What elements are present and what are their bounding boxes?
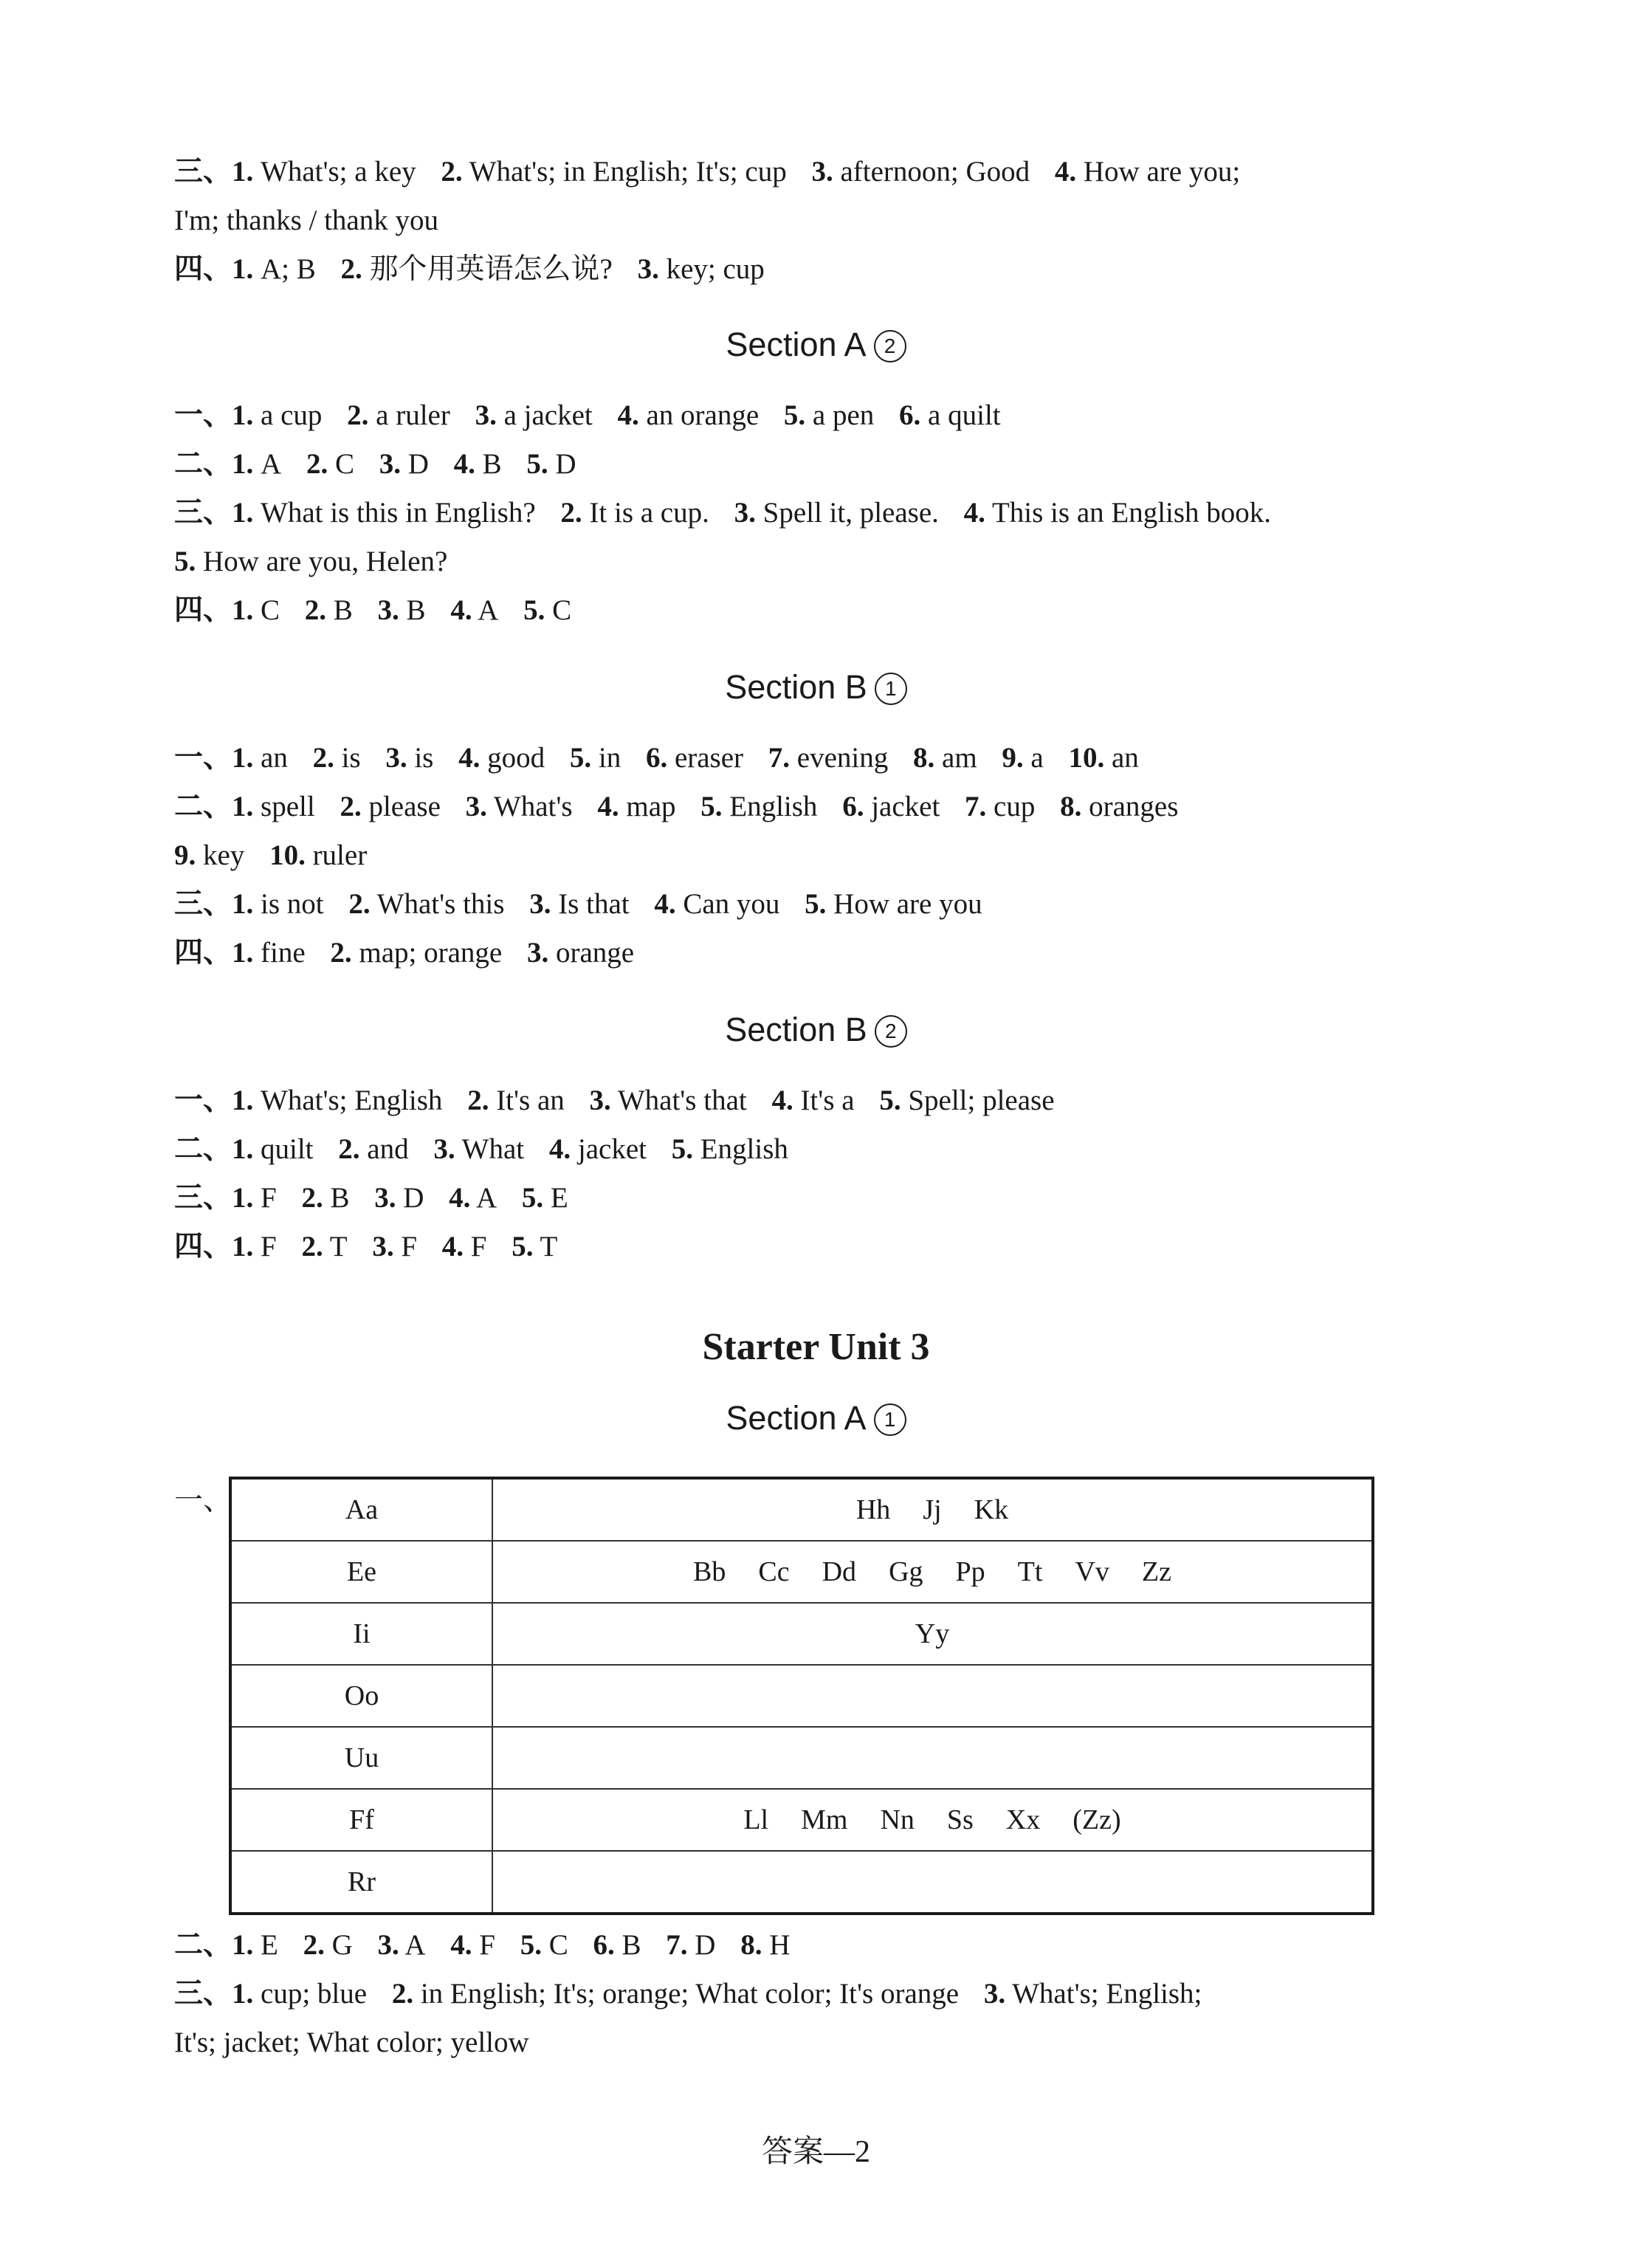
item-number: 三、1.: [174, 888, 254, 920]
letter: Hh: [855, 1494, 891, 1525]
answer-text: a quilt: [920, 399, 1001, 431]
item-number: 9.: [174, 839, 196, 871]
answer-text: What's; English;: [1005, 1978, 1202, 2010]
item-number: 5.: [523, 594, 545, 626]
answer-text: A; B: [253, 253, 316, 285]
section-heading: Section B 1: [0, 662, 1632, 713]
letter: Vv: [1075, 1556, 1109, 1587]
answer-text: How are you, Helen?: [196, 546, 448, 577]
answer-text: T: [323, 1231, 348, 1262]
answer-text: orange: [548, 937, 635, 969]
item-number: 5.: [521, 1182, 544, 1214]
answer-text: E: [543, 1182, 568, 1214]
letter: Pp: [955, 1556, 985, 1587]
answer-text: good: [480, 742, 545, 774]
table-row: [230, 1727, 1373, 1789]
item-number: 二、1.: [174, 791, 254, 822]
item-number: 7.: [768, 742, 791, 774]
vowel-cell: Oo: [230, 1665, 492, 1727]
answer-line: [174, 1174, 1473, 1223]
item-number: 5.: [174, 546, 196, 577]
letter: Jj: [923, 1494, 942, 1525]
answer-text: an: [1104, 742, 1139, 774]
letter: Nn: [880, 1804, 915, 1835]
answer-text: Is that: [551, 888, 630, 920]
answer-text: fine: [253, 937, 306, 969]
answer-text: A: [399, 1929, 426, 1961]
answer-text: It's an: [489, 1085, 565, 1116]
letter: Ss: [946, 1804, 974, 1835]
answer-text: How are you: [826, 888, 982, 920]
answer-text: Can you: [675, 888, 780, 920]
answer-text: Spell it, please.: [755, 497, 939, 529]
item-number: 4.: [548, 1133, 571, 1165]
item-number: 2.: [312, 742, 334, 774]
answer-text: E: [253, 1929, 278, 1961]
letter: Cc: [758, 1556, 790, 1587]
item-number: 5.: [805, 888, 827, 920]
vowel-cell: Ff: [230, 1789, 492, 1851]
answer-text: a cup: [253, 399, 323, 431]
answer-line: [174, 1970, 1473, 2018]
page-footer: 答案—2: [761, 2135, 870, 2169]
item-number: 3.: [465, 791, 487, 822]
item-number: 5.: [879, 1085, 901, 1116]
answer-text: a: [1023, 742, 1044, 774]
answer-text: B: [399, 594, 426, 626]
letter: Tt: [1017, 1556, 1043, 1587]
answer-text: please: [361, 791, 441, 822]
answer-text: afternoon; Good: [833, 156, 1030, 188]
answer-text: B: [326, 594, 353, 626]
item-number: 4.: [617, 399, 639, 431]
item-number: 三、1.: [174, 1978, 254, 2010]
answer-text: an: [253, 742, 288, 774]
answer-text: G: [324, 1929, 353, 1961]
answer-line: [174, 1921, 1473, 1970]
answer-text: eraser: [667, 742, 744, 774]
item-number: 6.: [645, 742, 668, 774]
item-number: 3.: [433, 1133, 455, 1165]
table-row: [230, 1478, 1373, 1541]
answer-text: T: [533, 1231, 558, 1262]
answer-text: ruler: [305, 839, 368, 871]
table-row: [230, 1851, 1373, 1914]
answer-text: How are you;: [1076, 156, 1241, 188]
item-number: 3.: [589, 1085, 611, 1116]
answer-text: F: [253, 1231, 277, 1262]
answer-text: evening: [790, 742, 889, 774]
answer-text: is: [334, 742, 361, 774]
item-number: 4.: [963, 497, 985, 529]
item-number: 3.: [734, 497, 756, 529]
answer-text: What is this in English?: [253, 497, 536, 529]
answer-text: a pen: [805, 399, 875, 431]
item-number: 8.: [1060, 791, 1082, 822]
answer-text: is not: [253, 888, 324, 920]
answer-line: [174, 537, 1473, 586]
answer-text: A: [470, 1182, 497, 1214]
answer-text: F: [464, 1231, 487, 1262]
answer-text: What's this: [370, 888, 505, 920]
table-row: [230, 1665, 1373, 1727]
item-number: 2.: [303, 1929, 325, 1961]
letter: Xx: [1005, 1804, 1041, 1835]
item-number: 3.: [377, 594, 399, 626]
answer-text: key; cup: [658, 253, 765, 285]
letters-cell: [492, 1789, 1373, 1851]
letters-cell: [492, 1665, 1373, 1727]
item-number: 4.: [450, 1929, 472, 1961]
answer-text: C: [545, 594, 572, 626]
vowel-cell: Aa: [230, 1478, 492, 1541]
answer-text: This is an English book.: [985, 497, 1272, 529]
item-number: 6.: [593, 1929, 615, 1961]
item-number: 2.: [340, 791, 362, 822]
item-number: 4.: [1054, 156, 1077, 188]
item-number: 4.: [458, 742, 481, 774]
letters-cell: [492, 1727, 1373, 1789]
section-heading: Section A 1: [0, 1392, 1632, 1444]
item-number: 2.: [347, 399, 369, 431]
answer-line: [174, 880, 1473, 929]
item-number: 一、1.: [174, 1085, 254, 1116]
letter: Bb: [693, 1556, 726, 1587]
answer-line: [174, 245, 1473, 294]
answer-text: is: [407, 742, 434, 774]
answer-text: D: [400, 448, 429, 480]
item-number: 3.: [372, 1231, 394, 1262]
letters-cell: [492, 1851, 1373, 1914]
answer-text: C: [253, 594, 280, 626]
item-number: 二、1.: [174, 1133, 254, 1165]
question-number: 一、: [174, 1485, 233, 1516]
answer-text: What's; English: [253, 1085, 443, 1116]
vowel-cell: Uu: [230, 1727, 492, 1789]
unit-title: Starter Unit 3: [702, 1326, 930, 1368]
letter: Yy: [915, 1618, 950, 1649]
answer-text: a jacket: [496, 399, 593, 431]
item-number: 2.: [340, 253, 362, 285]
section-heading: Section B 2: [0, 1004, 1632, 1056]
item-number: 三、1.: [174, 156, 254, 188]
table-row: [230, 1789, 1373, 1851]
item-number: 3.: [637, 253, 659, 285]
item-number: 3.: [385, 742, 407, 774]
item-number: 4.: [771, 1085, 793, 1116]
item-number: 三、1.: [174, 497, 254, 529]
item-number: 5.: [783, 399, 806, 431]
answer-text: a ruler: [368, 399, 450, 431]
answer-text: F: [253, 1182, 277, 1214]
answer-text: H: [762, 1929, 791, 1961]
answer-line: [174, 1223, 1473, 1271]
item-number: 2.: [467, 1085, 489, 1116]
answer-text: jacket: [864, 791, 940, 822]
item-number: 4.: [450, 594, 472, 626]
item-number: 3.: [377, 1929, 399, 1961]
item-number: 3.: [374, 1182, 396, 1214]
answer-text: Spell; please: [901, 1085, 1055, 1116]
item-number: 4.: [441, 1231, 464, 1262]
answer-line: I'm; thanks / thank you: [174, 205, 438, 236]
letters-cell: [492, 1603, 1373, 1665]
answer-text: an orange: [638, 399, 760, 431]
item-number: 4.: [453, 448, 475, 480]
answer-text: map: [619, 791, 676, 822]
answer-text: oranges: [1081, 791, 1179, 822]
item-number: 一、1.: [174, 742, 254, 774]
item-number: 4.: [597, 791, 619, 822]
letter: Dd: [822, 1556, 857, 1587]
letter: Kk: [974, 1494, 1009, 1525]
item-number: 5.: [700, 791, 723, 822]
letter: Gg: [889, 1556, 923, 1587]
answer-line: [174, 1125, 1473, 1174]
item-number: 二、1.: [174, 448, 254, 480]
item-number: 2.: [301, 1231, 323, 1262]
vowel-letter-table: [229, 1477, 1374, 1915]
answer-text: 那个用英语怎么说?: [362, 253, 613, 285]
answer-text: What's; in English; It's; cup: [462, 156, 787, 188]
section-heading: Section A 2: [0, 319, 1632, 371]
answer-text: What's; a key: [253, 156, 416, 188]
letters-cell: [492, 1478, 1373, 1541]
answer-text: It's a: [793, 1085, 855, 1116]
answer-text: A: [472, 594, 499, 626]
item-number: 2.: [304, 594, 327, 626]
answer-line: [174, 929, 1473, 977]
answer-text: D: [548, 448, 576, 480]
vowel-cell: Ee: [230, 1541, 492, 1603]
item-number: 4.: [449, 1182, 471, 1214]
answer-text: B: [475, 448, 502, 480]
table-row: [230, 1603, 1373, 1665]
answer-text: am: [934, 742, 977, 774]
answer-line: [174, 586, 1473, 635]
item-number: 四、1.: [174, 937, 254, 969]
item-number: 3.: [811, 156, 833, 188]
answer-text: cup: [986, 791, 1036, 822]
answer-text: What: [455, 1133, 525, 1165]
item-number: 2.: [391, 1978, 414, 2010]
answer-text: A: [253, 448, 282, 480]
answer-text: C: [328, 448, 354, 480]
vowel-cell: Rr: [230, 1851, 492, 1914]
letter: Zz: [1141, 1556, 1171, 1587]
answer-text: B: [614, 1929, 641, 1961]
answer-line: [174, 489, 1473, 537]
table-row: [230, 1541, 1373, 1603]
answer-line: [174, 783, 1473, 831]
answer-line: [174, 148, 1473, 196]
letters-cell: [492, 1541, 1373, 1603]
item-number: 6.: [842, 791, 864, 822]
answer-text: What's: [486, 791, 573, 822]
letter: Mm: [801, 1804, 848, 1835]
item-number: 四、1.: [174, 253, 254, 285]
item-number: 8.: [740, 1929, 762, 1961]
answer-text: F: [393, 1231, 418, 1262]
item-number: 2.: [560, 497, 582, 529]
item-number: 10.: [1068, 742, 1105, 774]
answer-text: B: [323, 1182, 350, 1214]
answer-text: C: [541, 1929, 568, 1961]
answer-text: D: [396, 1182, 424, 1214]
answer-text: English: [722, 791, 818, 822]
answer-line: [174, 734, 1473, 783]
item-number: 3.: [983, 1978, 1006, 2010]
answer-text: What's that: [610, 1085, 747, 1116]
answer-text: key: [196, 839, 245, 871]
item-number: 7.: [666, 1929, 688, 1961]
item-number: 二、1.: [174, 1929, 254, 1961]
answer-text: jacket: [571, 1133, 647, 1165]
answer-line: It's; jacket; What color; yellow: [174, 2027, 529, 2058]
item-number: 8.: [913, 742, 935, 774]
answer-text: map; orange: [351, 937, 503, 969]
answer-line: [174, 440, 1473, 489]
item-number: 3.: [379, 448, 401, 480]
item-number: 5.: [671, 1133, 693, 1165]
item-number: 5.: [569, 742, 592, 774]
item-number: 3.: [529, 888, 551, 920]
item-number: 9.: [1002, 742, 1024, 774]
item-number: 5.: [512, 1231, 534, 1262]
answer-text: It is a cup.: [582, 497, 709, 529]
letter: Ll: [743, 1804, 769, 1835]
item-number: 三、1.: [174, 1182, 254, 1214]
item-number: 2.: [306, 448, 328, 480]
answer-text: cup; blue: [253, 1978, 368, 2010]
item-number: 3.: [527, 937, 549, 969]
item-number: 5.: [526, 448, 548, 480]
item-number: 2.: [441, 156, 463, 188]
answer-text: English: [692, 1133, 788, 1165]
letter: (Zz): [1072, 1804, 1121, 1835]
answer-text: in English; It's; orange; What color; It's orange: [413, 1978, 960, 2010]
item-number: 5.: [520, 1929, 542, 1961]
answer-text: spell: [253, 791, 315, 822]
answer-line: [174, 1076, 1473, 1125]
item-number: 一、1.: [174, 399, 254, 431]
item-number: 2.: [338, 1133, 360, 1165]
item-number: 6.: [899, 399, 921, 431]
item-number: 10.: [269, 839, 306, 871]
answer-text: F: [472, 1929, 495, 1961]
item-number: 2.: [330, 937, 352, 969]
item-number: 2.: [348, 888, 371, 920]
item-number: 4.: [654, 888, 676, 920]
item-number: 2.: [301, 1182, 323, 1214]
item-number: 3.: [475, 399, 497, 431]
item-number: 7.: [965, 791, 987, 822]
answer-text: quilt: [253, 1133, 314, 1165]
answer-text: and: [359, 1133, 409, 1165]
item-number: 四、1.: [174, 594, 254, 626]
vowel-cell: Ii: [230, 1603, 492, 1665]
answer-text: D: [687, 1929, 716, 1961]
answer-line: [174, 831, 1473, 880]
answer-line: [174, 391, 1473, 440]
answer-text: in: [591, 742, 622, 774]
item-number: 四、1.: [174, 1231, 254, 1262]
